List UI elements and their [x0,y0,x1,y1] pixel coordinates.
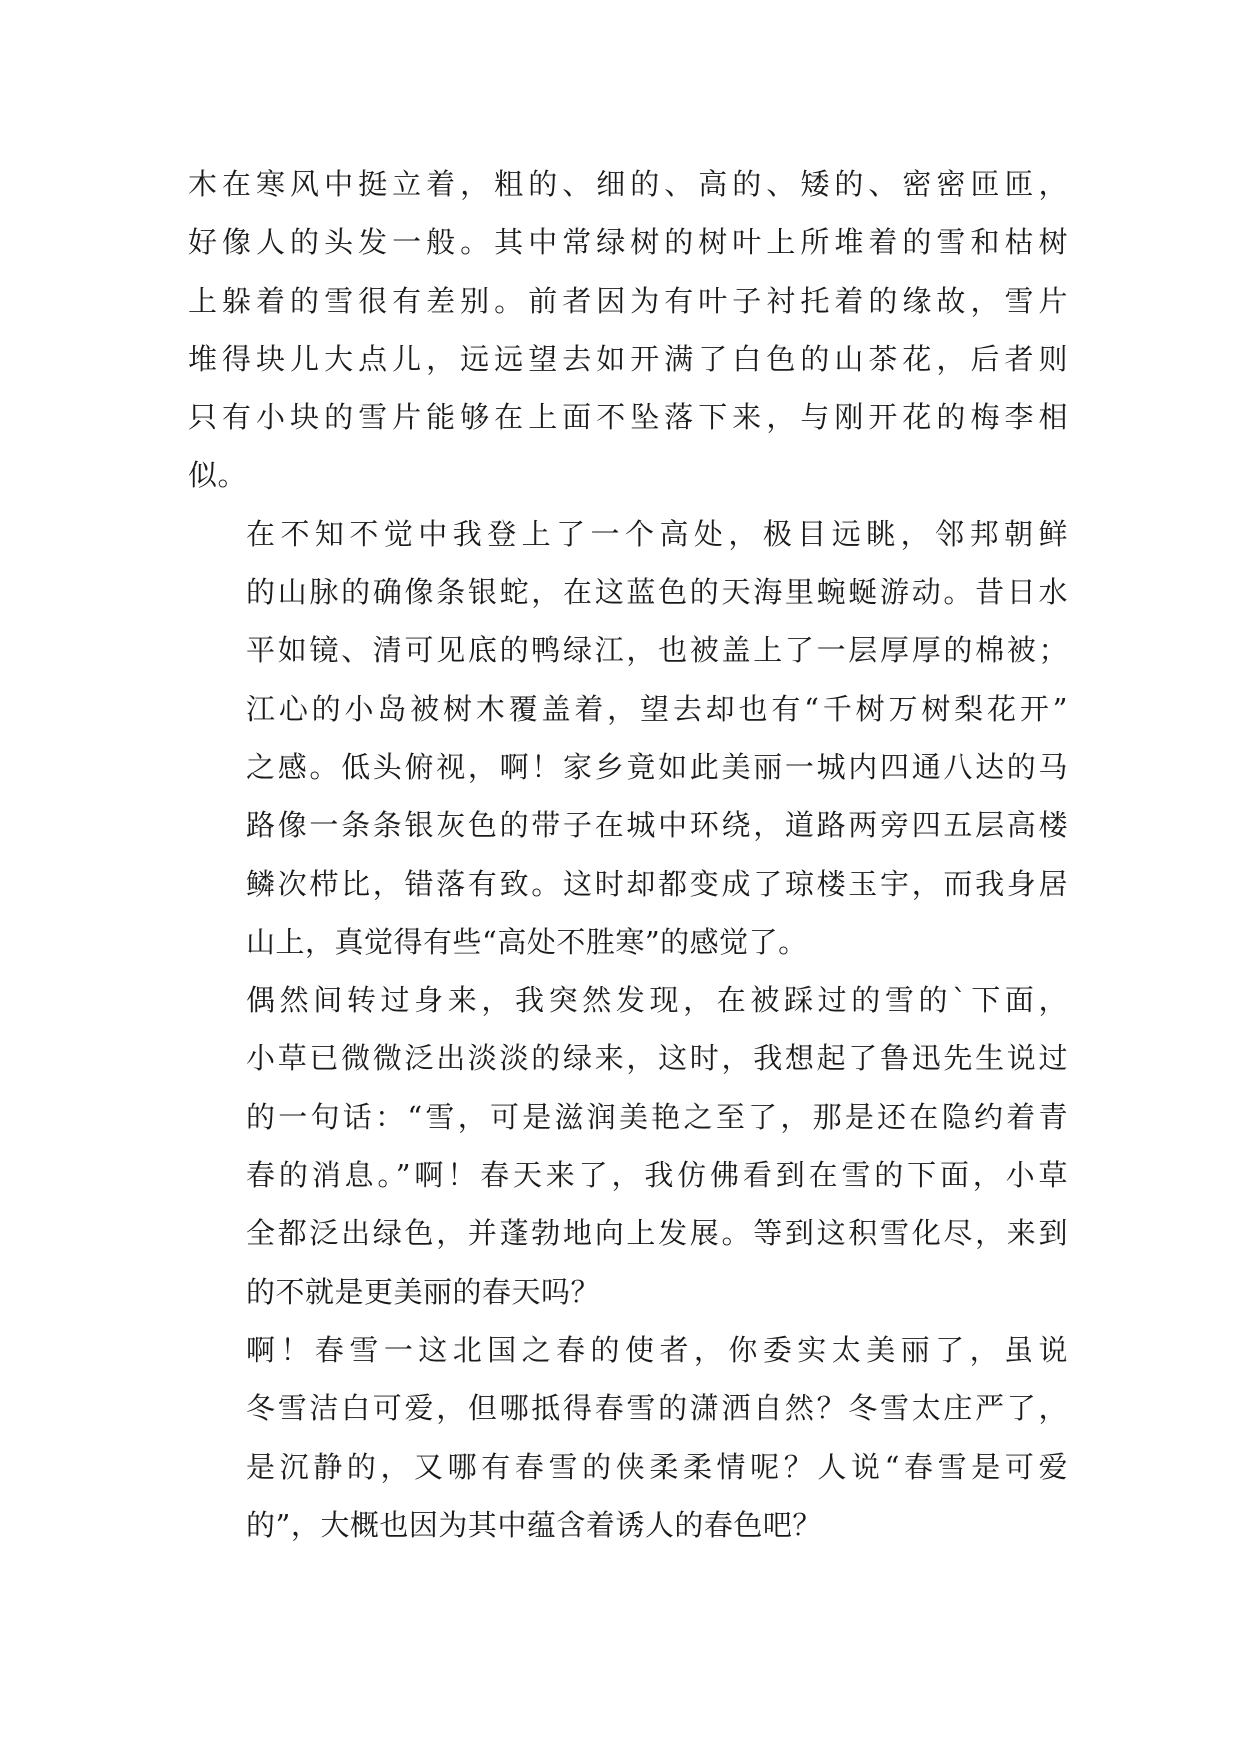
text-line: 好像人的头发一般。其中常绿树的树叶上所堆着的雪和枯树 [188,225,1068,260]
text-line: 的”，大概也因为其中蕴含着诱人的春色吧？ [246,1507,822,1542]
text-line: 平如镜、清可见底的鸭绿江，也被盖上了一层厚厚的棉被； [246,633,1068,668]
text-line: 上躲着的雪很有差别。前者因为有叶子衬托着的缘故，雪片 [188,283,1068,318]
paragraph-3 [188,971,1068,1321]
essay-body [188,155,1068,1554]
text-line: 的一句话：“雪，可是滋润美艳之至了，那是还在隐约着青 [246,1099,1068,1134]
text-line: 的不就是更美丽的春天吗？ [246,1274,601,1309]
text-line: 之感。低头俯视，啊！家乡竟如此美丽一城内四通八达的马 [246,749,1068,784]
text-line: 啊！春雪一这北国之春的使者，你委实太美丽了，虽说 [246,1332,1068,1367]
text-line: 木在寒风中挺立着，粗的、细的、高的、矮的、密密匝匝， [188,167,1068,201]
paragraph-4 [188,1321,1068,1554]
text-line: 的山脉的确像条银蛇，在这蓝色的天海里蜿蜒游动。昔日水 [246,575,1068,610]
text-line: 堆得块儿大点儿，远远望去如开满了白色的山茶花，后者则 [188,341,1068,376]
text-line: 鳞次栉比，错落有致。这时却都变成了琼楼玉宇，而我身居 [246,866,1068,901]
text-line: 小草已微微泛出淡淡的绿来，这时，我想起了鲁迅先生说过 [246,1041,1068,1076]
text-line: 是沉静的，又哪有春雪的侠柔柔情呢？人说“春雪是可爱 [246,1449,1068,1484]
paragraph-1 [188,155,1068,505]
text-line: 江心的小岛被树木覆盖着，望去却也有“千树万树梨花开” [246,691,1068,726]
text-line: 冬雪洁白可爱，但哪抵得春雪的潇洒自然？冬雪太庄严了， [246,1391,1068,1426]
text-line: 春的消息。”啊！春天来了，我仿佛看到在雪的下面，小草 [246,1158,1068,1193]
text-line: 全都泛出绿色，并蓬勃地向上发展。等到这积雪化尽，来到 [246,1216,1068,1251]
paragraph-2 [188,505,1068,971]
text-line: 只有小块的雪片能够在上面不坠落下来，与刚开花的梅李相 [188,400,1068,435]
text-line: 偶然间转过身来，我突然发现，在被踩过的雪的`下面， [246,983,1068,1018]
text-line: 路像一条条银灰色的带子在城中环绕，道路两旁四五层高楼 [246,808,1068,843]
text-line: 山上，真觉得有些“高处不胜寒”的感觉了。 [246,924,808,959]
text-line: 在不知不觉中我登上了一个高处，极目远眺，邻邦朝鲜 [246,516,1068,551]
text-line: 似。 [188,458,248,493]
